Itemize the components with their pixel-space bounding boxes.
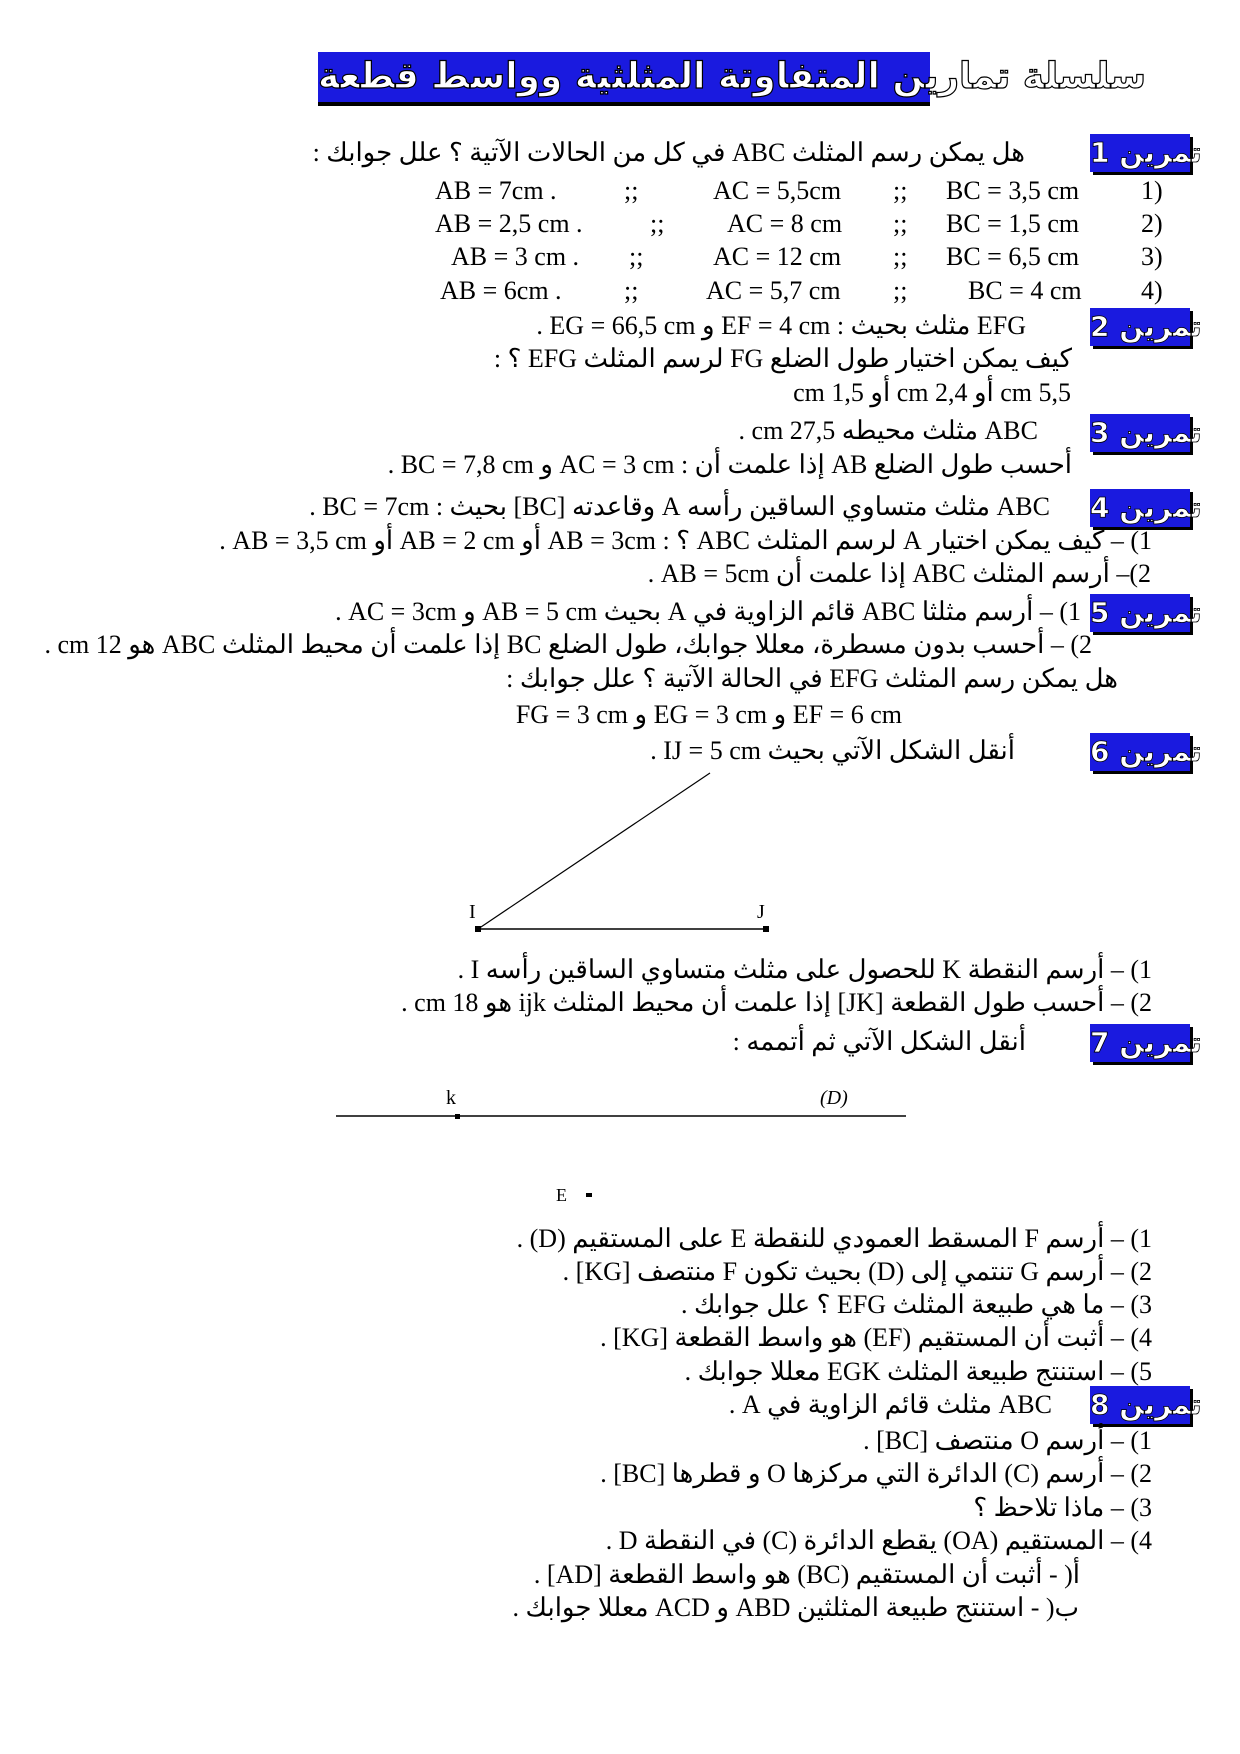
exercise-label-1: تمرين 1 [1090, 134, 1190, 172]
ex6-figure [460, 760, 780, 940]
ex1-row3-sep1: ;; [893, 242, 908, 271]
ex8-qa: أ( - أثبت أن المستقيم (BC) هو واسط القطعة [AD] . [533, 1560, 1080, 1589]
ex1-row2-ab: AB = 2,5 cm . [435, 209, 583, 238]
ex1-row1-bc: BC = 3,5 cm [946, 176, 1080, 205]
ex8-line1: ABC مثلث قائم الزاوية في A . [728, 1390, 1052, 1419]
ex1-row4-ab: AB = 6cm . [440, 276, 562, 305]
ex1-row4-ac: AC = 5,7 cm [706, 276, 841, 305]
ex6-point-i-mark [475, 926, 481, 932]
ex7-q2: 2) – أرسم G تنتمي إلى (D) بحيث تكون F منتصف [KG] . [562, 1257, 1152, 1286]
ex1-row3-ab: AB = 3 cm . [451, 242, 580, 271]
ex7-line1: أنقل الشكل الآتي ثم أتممه : [732, 1027, 1026, 1056]
ex1-row3-num: 3) [1141, 242, 1163, 271]
ex1-row2-sep2: ;; [650, 209, 665, 238]
ex3-line1: ABC مثلث محيطه 27,5 cm . [738, 416, 1038, 445]
page-title-box [318, 52, 1147, 102]
ex7-q4: 4) – أثبت أن المستقيم (EF) هو واسط القطعة [KG] . [600, 1323, 1152, 1352]
ex8-q3: 3) – ماذا تلاحظ ؟ [973, 1493, 1152, 1522]
ex7-point-k: k [446, 1087, 456, 1109]
ex1-row1-sep2: ;; [624, 176, 639, 205]
ex5-line3: هل يمكن رسم المثلث EFG في الحالة الآتية ؟ علل جوابك : [506, 664, 1118, 693]
ex7-q5: 5) – استنتج طبيعة المثلث EGK معللا جوابك . [684, 1357, 1152, 1386]
ex5-line4: EF = 6 cm و EG = 3 cm و FG = 3 cm [515, 700, 902, 729]
exercise-label-2: تمرين 2 [1090, 308, 1190, 346]
ex5-line1: 1) – أرسم مثلثا ABC قائم الزاوية في A بحيث AB = 5 cm و AC = 3cm . [335, 597, 1081, 626]
ex7-figure [330, 1080, 930, 1220]
ex6-segment-oblique [478, 773, 710, 929]
page-title: سلسلة تمارين المتفاوتة المثلثية وواسط قطعة [318, 56, 1147, 97]
exercise-label-6: تمرين 6 [1090, 733, 1190, 771]
ex7-point-k-mark [455, 1114, 460, 1119]
exercise-label-5: تمرين 5 [1090, 594, 1190, 632]
ex5-line2: 2) – أحسب بدون مسطرة، معللا جوابك، طول الضلع BC إذا علمت أن محيط المثلث ABC هو 12 cm . [44, 630, 1092, 659]
ex6-line1: أنقل الشكل الآتي بحيث IJ = 5 cm . [650, 736, 1015, 765]
ex1-row1-num: 1) [1141, 176, 1163, 205]
ex1-row4-bc: BC = 4 cm [968, 276, 1082, 305]
ex1-row4-sep1: ;; [893, 276, 908, 305]
ex1-row3-ac: AC = 12 cm [713, 242, 842, 271]
ex1-row2-num: 2) [1141, 209, 1163, 238]
ex8-q4: 4) – المستقيم (OA) يقطع الدائرة (C) في النقطة D . [605, 1526, 1152, 1555]
ex7-q1: 1) – أرسم F المسقط العمودي للنقطة E على المستقيم (D) . [516, 1224, 1152, 1253]
ex7-point-e: E [556, 1185, 567, 1205]
ex7-point-e-mark [586, 1193, 592, 1197]
ex6-point-i: I [469, 901, 476, 923]
ex4-line3: 2)– أرسم المثلث ABC إذا علمت أن AB = 5cm . [647, 559, 1151, 588]
ex1-row4-sep2: ;; [624, 276, 639, 305]
exercise-label-4: تمرين 4 [1090, 489, 1190, 527]
ex2-line2: كيف يمكن اختيار طول الضلع FG لرسم المثلث EFG ؟ : [493, 344, 1072, 373]
ex4-line2: 1) – كيف يمكن اختيار A لرسم المثلث ABC ؟ : AB = 3cm أو AB = 2 cm أو AB = 3,5 cm . [219, 526, 1152, 555]
ex2-line3: 5,5 cm أو 2,4 cm أو 1,5 cm [793, 378, 1071, 407]
ex1-question: هل يمكن رسم المثلث ABC في كل من الحالات الآتية ؟ علل جوابك : [312, 138, 1025, 167]
ex2-line1: EFG مثلث بحيث : EF = 4 cm و EG = 66,5 cm . [536, 311, 1026, 340]
ex8-q2: 2) – أرسم (C) الدائرة التي مركزها O و قطرها [BC] . [600, 1459, 1152, 1488]
ex7-q3: 3) – ما هي طبيعة المثلث EFG ؟ علل جوابك . [680, 1290, 1152, 1319]
ex4-line1: ABC مثلث متساوي الساقين رأسه A وقاعدته [BC] بحيث : BC = 7cm . [309, 492, 1050, 521]
ex6-point-j: J [757, 901, 765, 923]
ex1-row2-bc: BC = 1,5 cm [946, 209, 1080, 238]
ex6-q1: 1) – أرسم النقطة K للحصول على مثلث متساوي الساقين رأسه I . [457, 955, 1152, 984]
ex1-row1-ac: AC = 5,5cm [713, 176, 842, 205]
ex7-line-d-label: (D) [820, 1087, 848, 1109]
ex1-row2-ac: AC = 8 cm [727, 209, 843, 238]
ex6-point-j-mark [763, 926, 769, 932]
ex1-row1-sep1: ;; [893, 176, 908, 205]
ex1-row3-bc: BC = 6,5 cm [946, 242, 1080, 271]
ex8-q1: 1) – أرسم O منتصف [BC] . [863, 1426, 1152, 1455]
ex3-line2: أحسب طول الضلع AB إذا علمت أن : AC = 3 cm و BC = 7,8 cm . [387, 450, 1072, 479]
exercise-label-8: تمرين 8 [1090, 1386, 1190, 1424]
ex6-q2: 2) – أحسب طول القطعة [JK] إذا علمت أن محيط المثلث ijk هو 18 cm . [401, 988, 1152, 1017]
ex1-row2-sep1: ;; [893, 209, 908, 238]
exercise-label-7: تمرين 7 [1090, 1024, 1190, 1062]
ex8-qb: ب( - استنتج طبيعة المثلثين ABD و ACD معللا جوابك . [512, 1593, 1079, 1622]
ex1-row1-ab: AB = 7cm . [435, 176, 557, 205]
exercise-label-3: تمرين 3 [1090, 414, 1190, 452]
ex1-row3-sep2: ;; [629, 242, 644, 271]
ex1-row4-num: 4) [1141, 276, 1163, 305]
